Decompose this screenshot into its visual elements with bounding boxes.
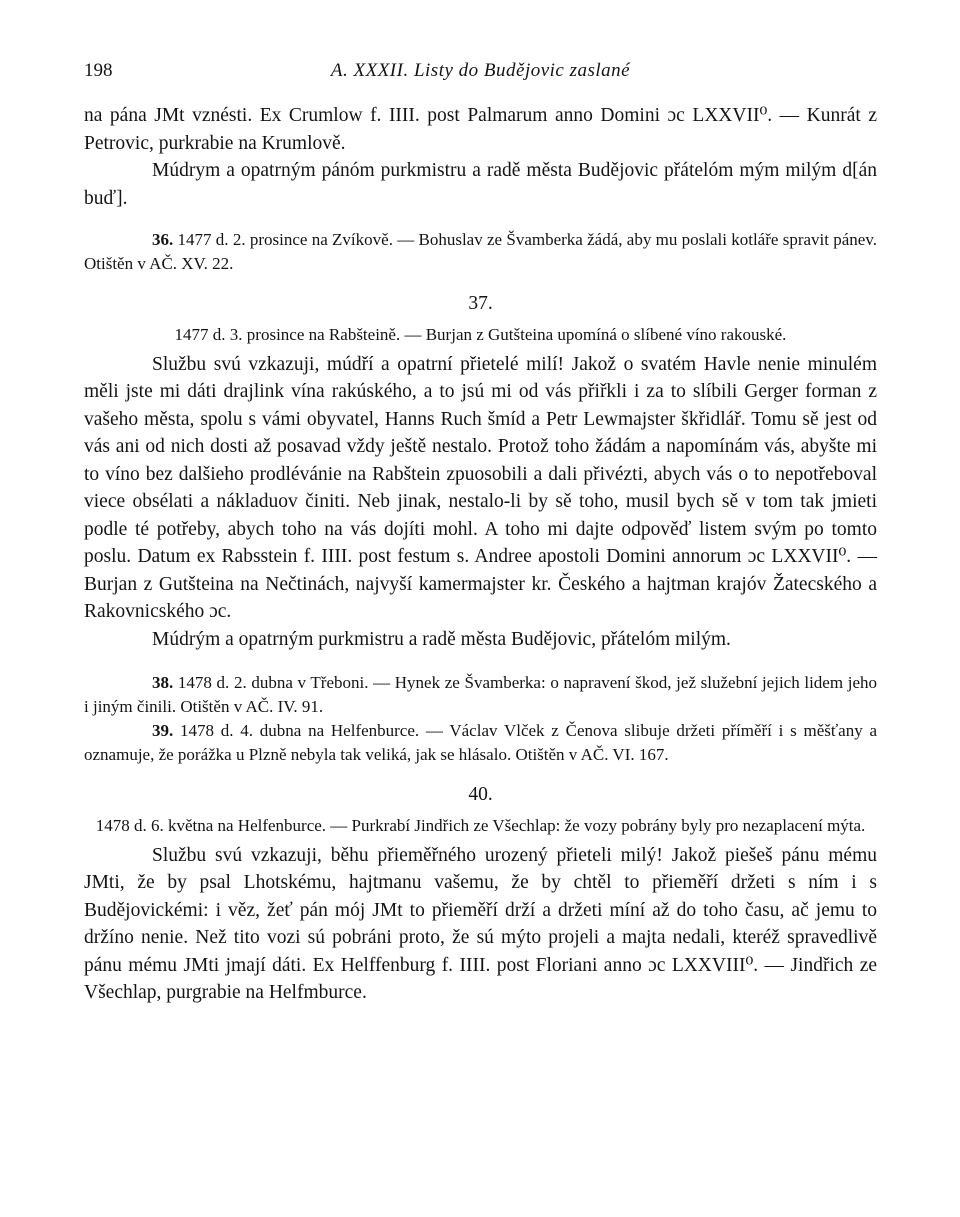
entry-40-heading: 40.	[468, 784, 493, 805]
entry-37-letter: Službu svú vzkazuji, múdří a opatrní přietelé milí! Jakož o svatém Havle nenie minulém měli jste mi dáti drajlink vína rakúského, a to jsú mi od vás přiřkli i za to slíbili Gerger forman z vašeho města, spolu s vámi obyvatel, Hanns Ruch šmíd a Petr Lewmajster škřidlář. Tomu sě jest od vás ani od nich dosti až posavad vždy ještě nestalo. Protož toho žádám a napomínám vás, abyšte mi to víno bez dalšieho prodlévánie na Rabštein zpuosobili a dali přivézti, abych vás o to nepotřeboval viece obsélati a nákladuov činiti. Neb jinak, nestalo-li by sě toho, musil bych sě v tom tak jmieti podle té potřeby, abych toho na vás dojíti mohl. A toho mi dajte odpověď listem svým po tomto poslu. Datum ex Rabsstein f. IIII. post festum s. Andree apostoli Domini annorum ɔc LXXVII⁰. — Burjan z Gutšteina na Nečtinách, najvyší kamermajster kr. Českého a hajtman krajóv Žatecského a Rakovnicského ɔc.	[84, 353, 877, 622]
entry-38-text: 1478 d. 2. dubna v Třeboni. — Hynek ze Švamberka: o napravení škod, jež služební jejich lidem jeho i jiným činili. Otištěn v AČ. IV. 91.	[84, 673, 877, 716]
entry-40-summary: 1478 d. 6. května na Helfenburce. — Purkrabí Jindřich ze Všechlap: že vozy pobrány byly pro nezaplacení mýta.	[95, 815, 866, 835]
entry-39	[84, 719, 877, 767]
page-header	[84, 60, 877, 90]
entry-39-text: 1478 d. 4. dubna na Helfenburce. — Václav Vlček z Čenova slibuje držeti příměří i s měšťany a oznamuje, že porážka u Plzně nebyla tak veliká, jak se hlásalo. Otištěn v AČ. VI. 167.	[84, 721, 877, 764]
entry-37-summary: 1477 d. 3. prosince na Rabšteině. — Burjan z Gutšteina upomíná o slíbené víno rakouské.	[174, 324, 787, 344]
page-number: 198	[84, 60, 113, 81]
page-body	[84, 102, 877, 1007]
entry-38-number: 38.	[152, 673, 174, 692]
entry-37-heading: 37.	[468, 293, 493, 314]
entry-38	[84, 671, 877, 719]
entry-39-number: 39.	[152, 721, 174, 740]
continuation-address: Múdrym a opatrným pánóm purkmistru a radě města Budějovic přátelóm mým milým d[án buď].	[84, 160, 877, 209]
running-title: A. XXXII. Listy do Budějovic zaslané	[330, 60, 631, 81]
entry-40-letter: Službu svú vzkazuji, běhu přieměřného urozený přieteli milý! Jakož piešeš pánu mému JMti, že by psal Lhotskému, hajtmanu vašemu, že by chtěl to přieměří držeti s ním i s Budějovickémi: i věz, žeť pán mój JMt to přieměří drží a držeti míní až do toho času, ač jemu to držíno nenie. Než tito vozi sú pobráni proto, že sú mýto projeli a majta nedali, kteréž spravedlivě pánu mému JMti jmají dáti. Ex Helffenburg f. IIII. post Floriani anno ɔc LXXVIII⁰. — Jindřich ze Všechlap, purgrabie na Helfmburce.	[84, 844, 877, 1003]
continuation-paragraph: na pána JMt vznésti. Ex Crumlow f. IIII. post Palmarum anno Domini ɔc LXXVII⁰. — Kunrát z Petrovic, purkrabie na Krumlově.	[84, 105, 877, 154]
entry-36-number: 36.	[152, 230, 174, 249]
entry-36-text: 1477 d. 2. prosince na Zvíkově. — Bohuslav ze Švamberka žádá, aby mu poslali kotláře spravit pánev. Otištěn v AČ. XV. 22.	[84, 230, 877, 273]
entry-36	[84, 228, 877, 276]
entry-37-address: Múdrým a opatrným purkmistru a radě města Budějovic, přátelóm milým.	[152, 628, 731, 650]
